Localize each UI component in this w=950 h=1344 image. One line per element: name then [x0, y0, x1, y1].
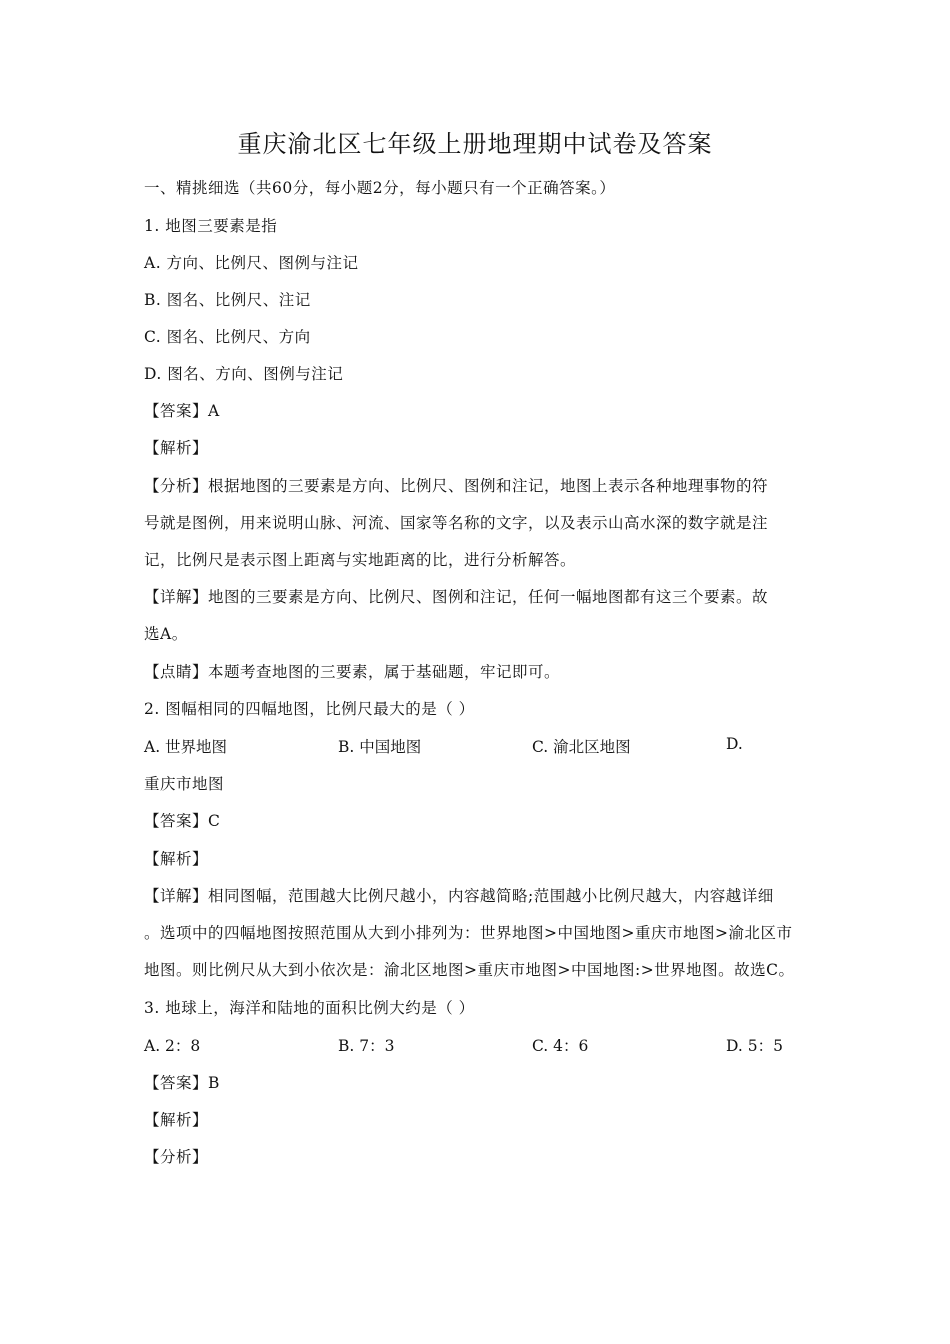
question-1-stem: 1. 地图三要素是指	[144, 217, 278, 235]
question-1-option-a: A. 方向、比例尺、图例与注记	[144, 254, 359, 272]
question-1-note: 【点睛】本题考查地图的三要素，属于基础题，牢记即可。	[144, 663, 561, 681]
question-2-jiexi: 【解析】	[144, 850, 209, 868]
question-1-analysis-line: 号就是图例，用来说明山脉、河流、国家等名称的文字，以及表示山高水深的数字就是注	[144, 514, 769, 532]
question-2-option-a: A. 世界地图	[144, 738, 228, 756]
question-2-stem: 2. 图幅相同的四幅地图，比例尺最大的是（ ）	[144, 700, 475, 718]
question-2-detail-line: 【详解】相同图幅，范围越大比例尺越小，内容越简略;范围越小比例尺越大，内容越详细	[144, 887, 774, 905]
question-1-detail-line: 选A。	[144, 625, 188, 643]
question-1-detail-line: 【详解】地图的三要素是方向、比例尺、图例和注记，任何一幅地图都有这三个要素。故	[144, 588, 769, 606]
question-3-option-c: C. 4：6	[532, 1037, 589, 1055]
question-1-option-d: D. 图名、方向、图例与注记	[144, 365, 344, 383]
question-3-jiexi: 【解析】	[144, 1111, 209, 1129]
question-1-analysis-line: 记，比例尺是表示图上距离与实地距离的比，进行分析解答。	[144, 551, 577, 569]
question-3-option-b: B. 7：3	[338, 1037, 395, 1055]
question-3-option-a: A. 2：8	[144, 1037, 201, 1055]
question-2-option-d: D.	[726, 735, 743, 753]
question-2-detail-line: 地图。则比例尺从大到小依次是：渝北区地图>重庆市地图>中国地图:>世界地图。故选C。	[144, 961, 795, 979]
question-3-answer: 【答案】B	[144, 1074, 220, 1092]
question-1-answer: 【答案】A	[144, 402, 220, 420]
question-2-answer: 【答案】C	[144, 812, 221, 830]
question-1-analysis-line: 【分析】根据地图的三要素是方向、比例尺、图例和注记，地图上表示各种地理事物的符	[144, 477, 769, 495]
question-1-option-c: C. 图名、比例尺、方向	[144, 328, 311, 346]
question-1-jiexi: 【解析】	[144, 439, 209, 457]
question-3-analysis: 【分析】	[144, 1148, 209, 1166]
question-3-option-d: D. 5：5	[726, 1037, 783, 1055]
page-title: 重庆渝北区七年级上册地理期中试卷及答案	[237, 130, 713, 158]
question-2-option-c: C. 渝北区地图	[532, 738, 631, 756]
question-2-detail-line: 。选项中的四幅地图按照范围从大到小排列为：世界地图>中国地图>重庆市地图>渝北区市	[144, 924, 793, 942]
section-heading: 一、精挑细选（共60分，每小题2分，每小题只有一个正确答案。）	[144, 179, 616, 197]
question-2-option-b: B. 中国地图	[338, 738, 422, 756]
question-2-option-d-text: 重庆市地图	[144, 775, 225, 793]
question-3-stem: 3. 地球上，海洋和陆地的面积比例大约是（ ）	[144, 999, 475, 1017]
question-1-option-b: B. 图名、比例尺、注记	[144, 291, 311, 309]
